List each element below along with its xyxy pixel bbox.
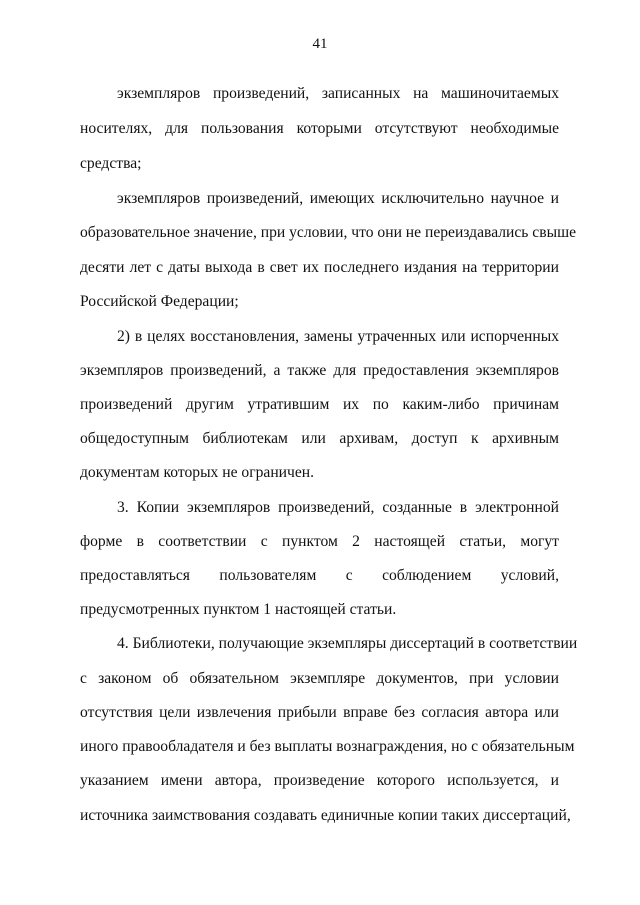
text-line: Российской Федерации; [80,293,239,310]
text-line: 3. Копии экземпляров произведений, созданные в электронной [117,499,559,516]
text-line: документам которых не ограничен. [80,464,315,481]
text-line: носителях, для пользования которыми отсутствуют необходимые [80,120,559,137]
text-line: предусмотренных пунктом 1 настоящей статьи. [80,601,397,618]
text-line: форме в соответствии с пунктом 2 настоящей статьи, могут [80,533,559,550]
text-line: средства; [80,155,142,172]
text-line: экземпляров произведений, записанных на машиночитаемых [117,85,559,102]
text-line: экземпляров произведений, а также для предоставления экземпляров [80,362,559,379]
text-line: 4. Библиотеки, получающие экземпляры диссертаций в соответствии [117,635,578,652]
text-line: 2) в целях восстановления, замены утраченных или испорченных [117,328,559,345]
page-number: 41 [312,36,328,52]
text-line: отсутствия цели извлечения прибыли вправе без согласия автора или [80,704,559,721]
text-line: источника заимствования создавать единичные копии таких диссертаций, [80,807,571,824]
text-line: с законом об обязательном экземпляре документов, при условии [80,670,559,687]
text-line: образовательное значение, при условии, что они не переиздавались свыше [80,224,576,241]
text-line: десяти лет с даты выхода в свет их последнего издания на территории [80,259,559,276]
text-line: предоставляться пользователям с соблюдением условий, [80,567,559,584]
text-line: произведений другим утратившим их по каким-либо причинам [80,396,559,413]
text-line: общедоступным библиотекам или архивам, доступ к архивным [80,430,559,447]
text-line: указанием имени автора, произведение которого используется, и [80,772,559,789]
text-line: иного правообладателя и без выплаты вознаграждения, но с обязательным [80,738,575,755]
text-line: экземпляров произведений, имеющих исключительно научное и [117,190,559,207]
